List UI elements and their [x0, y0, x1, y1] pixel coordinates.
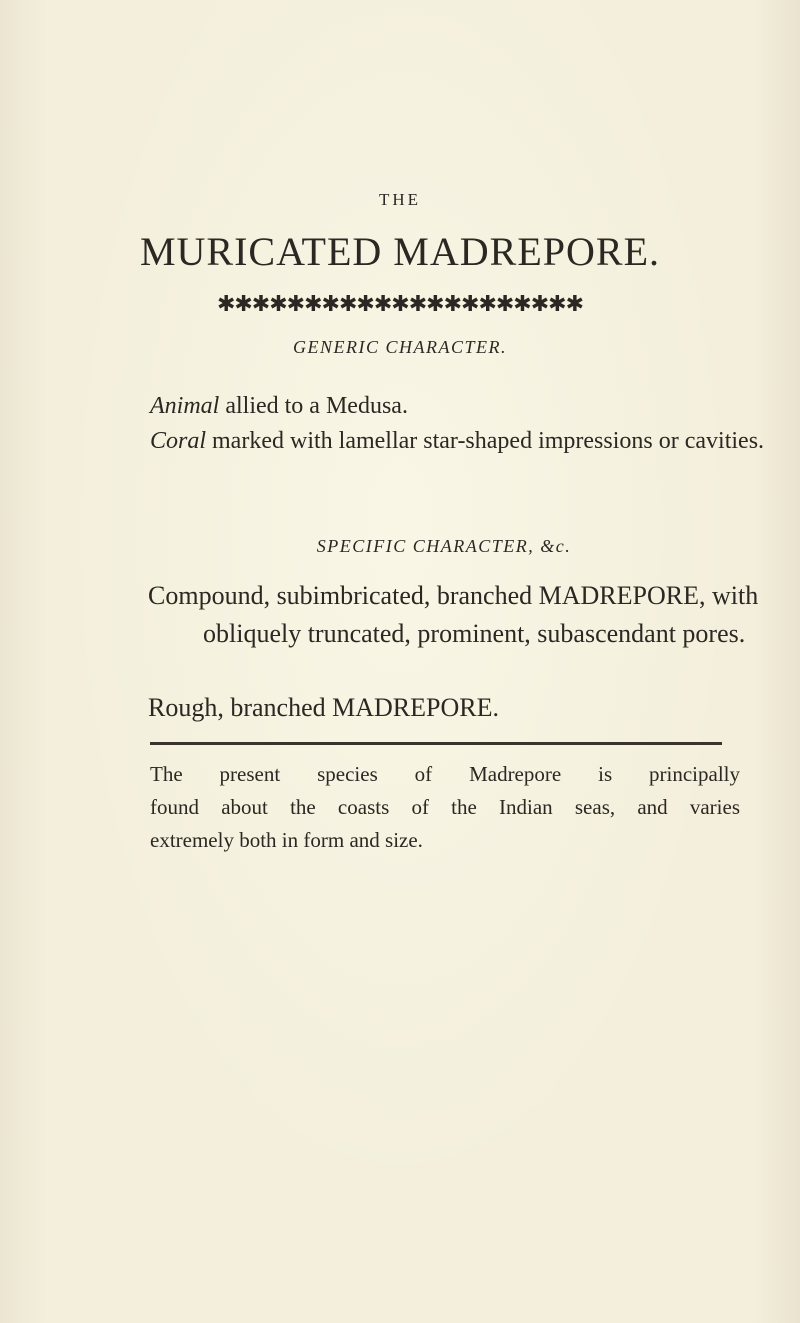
animal-definition	[150, 389, 800, 424]
coral-definition	[150, 424, 800, 459]
coral-text: marked with lamellar star-shaped impressions or cavities.	[206, 428, 765, 454]
animal-text: allied to a Medusa.	[219, 393, 408, 419]
body-line: The present species of Madrepore is principally	[150, 762, 740, 786]
divider-rule	[150, 742, 722, 745]
body-line: extremely both in form and size.	[150, 828, 423, 852]
page-heading-the: THE	[378, 190, 422, 209]
asterisk-ornament: ✱✱✱✱✱✱✱✱✱✱✱✱✱✱✱✱✱✱✱✱✱	[216, 291, 584, 316]
coral-label: Coral	[150, 428, 207, 454]
page-title: MURICATED MADREPORE.	[139, 229, 661, 274]
common-name: Rough, branched MADREPORE.	[148, 693, 499, 722]
specific-description: Compound, subimbricated, branched MADREPORE, with obliquely truncated, prominent, subascendant pores.	[148, 581, 759, 648]
generic-character-heading: GENERIC CHARACTER.	[293, 337, 507, 357]
animal-label: Animal	[150, 393, 220, 419]
body-paragraph	[150, 758, 740, 857]
specific-character-heading: SPECIFIC CHARACTER, &c.	[316, 536, 572, 556]
body-line: found about the coasts of the Indian seas, and varies	[150, 795, 740, 819]
